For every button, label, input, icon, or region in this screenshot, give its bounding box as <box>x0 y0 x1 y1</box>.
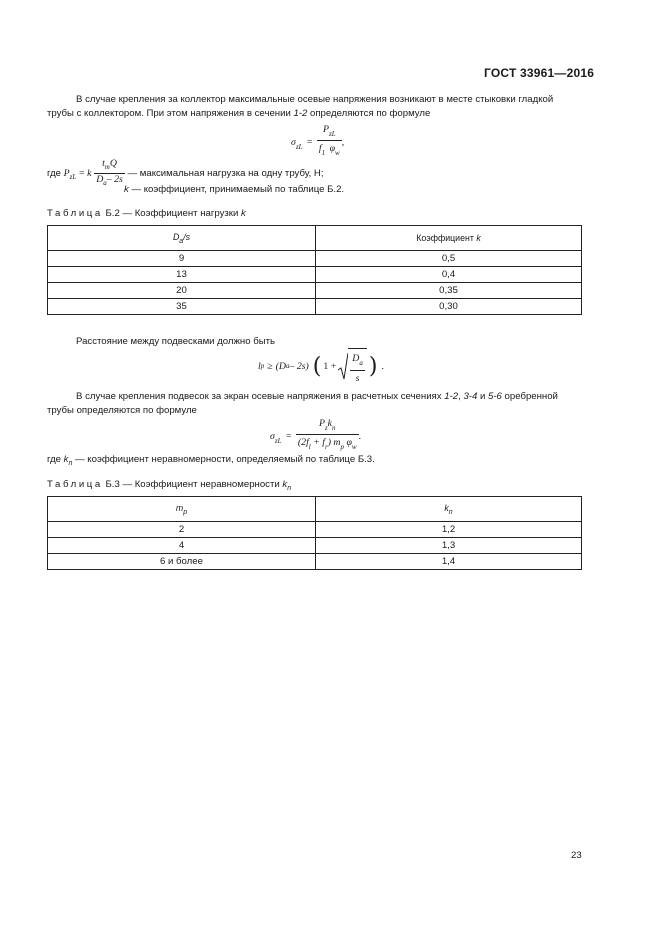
formula-1-sigma: σ <box>291 136 296 148</box>
section-1-2: 1-2 <box>444 391 459 402</box>
formula-3-p: P <box>318 418 325 429</box>
col-2-label: Коэффициент <box>416 233 477 243</box>
formula-1-denominator-f-sub: 1 <box>321 149 326 158</box>
table-cell: 0,5 <box>316 251 582 267</box>
table-3-caption-text: Б.3 — Коэффициент неравномерности <box>102 479 283 490</box>
table-3-col-1-header <box>48 497 316 522</box>
where-fraction-t-sub: m <box>104 162 110 171</box>
table-row <box>48 554 582 570</box>
table-2-col-2-header <box>316 226 582 251</box>
where-fraction-t: t <box>102 158 105 169</box>
where-k: k <box>87 167 92 179</box>
section-5-6: 5-6 <box>488 391 502 402</box>
formula-2-sqrt-fraction <box>348 348 367 383</box>
where-2-description: — коэффициент неравномерности, определяемый по таблице Б.3. <box>72 454 375 465</box>
table-header-row <box>48 497 582 522</box>
formula-2-right-paren-icon: ) <box>368 353 378 379</box>
paragraph-3-line-2: трубы определяются по формуле <box>47 405 197 416</box>
where-fraction-d: D <box>96 173 104 185</box>
table-cell: 13 <box>48 267 316 283</box>
page-number: 23 <box>571 850 582 861</box>
formula-2-sqrt-denominator: s <box>355 372 360 384</box>
table-nonuniformity-coefficient <box>47 496 582 570</box>
table-cell: 0,30 <box>316 299 582 315</box>
table-3-caption-prefix: Таблица <box>47 479 103 490</box>
table-cell: 9 <box>48 251 316 267</box>
table-cell: 1,3 <box>316 538 582 554</box>
table-3-caption-sub: n <box>287 484 292 492</box>
where-clause-2 <box>47 452 375 472</box>
col-1-sub: a <box>179 237 184 245</box>
formula-1-denominator-phi-sub: w <box>335 149 340 158</box>
where-fraction-q: Q <box>109 158 117 169</box>
formula-3-equals: = <box>285 430 292 442</box>
table-cell: 2 <box>48 522 316 538</box>
formula-2-left-paren-icon: ( <box>312 353 322 379</box>
formula-3-k: k <box>327 418 333 429</box>
where-2-symbol-sub: n <box>68 459 73 467</box>
formula-2-l: l <box>258 360 261 372</box>
formula-1-numerator-sub: zL <box>328 130 336 139</box>
table-2-col-1-header <box>48 226 316 251</box>
table-cell: 0,4 <box>316 267 582 283</box>
section-label: 1-2 <box>293 108 308 119</box>
formula-3-punct: . <box>358 430 362 442</box>
formula-2-paren-sub: a <box>285 362 290 370</box>
paragraph-1-line-1: В случае крепления за коллектор максимальные осевые напряжения возникают в месте стыковки гладкой <box>76 94 554 105</box>
formula-3-fraction <box>296 416 362 453</box>
formula-2-one: 1 + <box>323 360 337 372</box>
formula-3-den-m-sub: p <box>340 443 345 452</box>
table-3-caption-symbol: k <box>282 479 288 490</box>
formula-3-den-f-sub: l <box>308 443 311 452</box>
formula-1-fraction <box>317 122 345 159</box>
formula-3-den-plus: + f <box>310 437 325 449</box>
col-2-sub: n <box>448 508 453 516</box>
paragraph-1-line-2 <box>47 106 430 122</box>
col-2-symbol: k <box>476 233 481 243</box>
table-row <box>48 538 582 554</box>
formula-2-paren: (D <box>275 360 286 372</box>
formula-1-punct: , <box>341 136 345 148</box>
col-1-symbol: D <box>172 231 180 242</box>
formula-3-sigma-sub: zL <box>274 437 282 446</box>
formula-1 <box>291 122 344 159</box>
formula-3-den-phi-sub: w <box>351 443 357 452</box>
table-cell: 6 и более <box>48 554 316 570</box>
formula-2-relation: ≥ <box>267 360 273 372</box>
section-separator: , <box>458 391 464 402</box>
formula-1-numerator: P <box>322 124 329 135</box>
document-standard-number: ГОСТ 33961—2016 <box>484 66 595 80</box>
table-2-caption <box>47 206 246 222</box>
table-3-col-2-header <box>316 497 582 522</box>
where-fraction <box>94 158 125 189</box>
formula-3-den-f: (2f <box>297 437 309 449</box>
where-clause-k <box>124 182 344 198</box>
formula-3-den-phi: φ <box>344 437 352 449</box>
table-cell: 0,35 <box>316 283 582 299</box>
formula-3-sigma: σ <box>270 430 275 442</box>
table-row <box>48 283 582 299</box>
table-cell: 1,4 <box>316 554 582 570</box>
col-1-rest: /s <box>183 231 191 242</box>
paragraph-1-text-end: определяются по формуле <box>307 108 431 119</box>
where-2-prefix: где <box>47 454 64 465</box>
table-load-coefficient <box>47 225 582 315</box>
section-and: и <box>477 391 489 402</box>
formula-3-p-sub: z <box>324 424 328 433</box>
table-row <box>48 522 582 538</box>
formula-1-equals: = <box>306 136 313 148</box>
table-3-caption <box>47 477 291 497</box>
formula-1-denominator-f: f <box>318 143 322 155</box>
table-header-row <box>48 226 582 251</box>
formula-1-sigma-sub: zL <box>295 143 303 152</box>
table-row <box>48 267 582 283</box>
section-3-4: 3-4 <box>463 391 478 402</box>
where-k-description: — коэффициент, принимаемый по таблице Б.2. <box>131 184 345 195</box>
where-fraction-d-sub: a <box>103 178 107 187</box>
formula-2-paren-rest: – 2s) <box>289 360 309 372</box>
where-fraction-d-rest: – 2s <box>106 173 123 185</box>
table-cell: 20 <box>48 283 316 299</box>
table-2-caption-text: Б.2 — Коэффициент нагрузки <box>102 208 242 219</box>
formula-2-l-sub: p <box>260 362 265 370</box>
formula-2 <box>258 352 384 384</box>
table-row <box>48 299 582 315</box>
table-2-caption-symbol: k <box>241 208 246 219</box>
where-k-symbol: k <box>124 184 129 195</box>
where-equals: = <box>78 167 85 179</box>
where-description: — максимальная нагрузка на одну трубу, Н; <box>127 167 324 179</box>
where-symbol-p-sub: zL <box>69 172 77 181</box>
formula-2-punct: . <box>381 360 384 372</box>
formula-3-den-m: ) m <box>327 437 341 449</box>
paragraph-3-text-end: оребренной <box>501 391 558 402</box>
table-cell: 35 <box>48 299 316 315</box>
paragraph-2: Расстояние между подвесками должно быть <box>76 336 276 347</box>
where-symbol-p: P <box>63 167 70 179</box>
col-1-sub: p <box>183 508 188 516</box>
table-2-caption-prefix: Таблица <box>47 208 103 219</box>
formula-3-k-sub: n <box>332 424 336 433</box>
paragraph-3-text: В случае крепления подвесок за экран осевые напряжения в расчетных сечениях <box>76 391 445 402</box>
formula-3 <box>270 416 361 453</box>
table-cell: 1,2 <box>316 522 582 538</box>
table-cell: 4 <box>48 538 316 554</box>
col-1-symbol: m <box>175 502 184 513</box>
formula-1-denominator-phi: φ <box>329 143 336 155</box>
table-row <box>48 251 582 267</box>
where-prefix: где <box>47 167 64 179</box>
formula-2-sqrt-numerator-sub: a <box>359 359 363 368</box>
formula-2-sqrt-numerator: D <box>352 353 360 365</box>
col-2-symbol: k <box>444 502 449 513</box>
formula-2-sqrt-icon <box>338 352 348 380</box>
formula-3-den-fr-sub: r <box>324 443 328 452</box>
paragraph-1-text: трубы с коллектором. При этом напряжения в сечении <box>47 108 294 119</box>
where-2-symbol: k <box>63 454 69 465</box>
